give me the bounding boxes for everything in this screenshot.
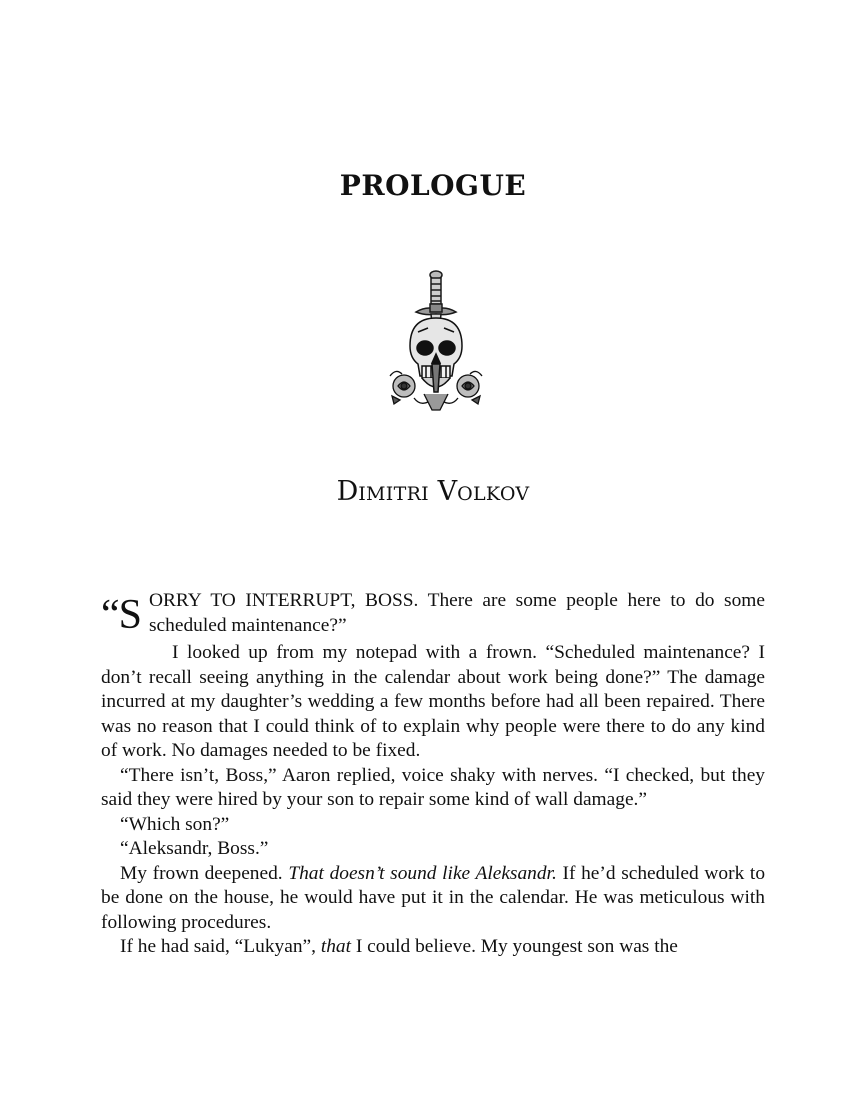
paragraph: “Aleksandr, Boss.”	[120, 838, 269, 859]
pov-last-initial: V	[437, 476, 458, 507]
paragraph-text: If he’d scheduled work to be done on the house, he would have put it in the calendar. He was meticulous with following procedures.	[101, 862, 766, 933]
paragraph: “Which son?”	[120, 813, 230, 835]
pov-character-name	[0, 474, 866, 512]
opening-paragraph	[101, 589, 765, 641]
dagger-skull-roses-icon	[388, 268, 484, 414]
chapter-body	[101, 589, 765, 960]
paragraph-text: My frown deepened.	[120, 862, 289, 884]
italic-emphasis: that	[320, 936, 351, 957]
pov-last-rest: OLKOV	[457, 483, 530, 505]
pov-first-initial: D	[336, 476, 359, 507]
paragraph: “There isn’t, Boss,” Aaron replied, voice shaky with nerves. “I checked, but they said they were hired by your son to repair some kind of wall damage.”	[101, 764, 765, 810]
drop-cap: “S	[101, 592, 141, 638]
pov-first-rest: IMITRI	[358, 483, 429, 505]
paragraph-text: If he had said, “Lukyan”,	[120, 936, 321, 957]
paragraph	[101, 862, 765, 936]
italic-thought: That doesn’t sound like Aleksandr.	[288, 862, 557, 884]
paragraph: I looked up from my notepad with a frown. “Scheduled maintenance? I don’t recall seeing anything in the calendar about work being done?” The damage incurred at my daughter’s wedding a few months before had all been repaired. There was no reason that I could think of to explain why people were there to do any kind of work. No damages needed to be fixed.	[101, 642, 765, 761]
paragraph	[101, 935, 765, 960]
opening-paragraph-text: ORRY TO INTERRUPT, BOSS. There are some people here to do some scheduled maintenance?”	[149, 590, 765, 636]
paragraph-text: I could believe. My youngest son was the	[351, 936, 678, 957]
chapter-title: PROLOGUE	[339, 169, 527, 202]
